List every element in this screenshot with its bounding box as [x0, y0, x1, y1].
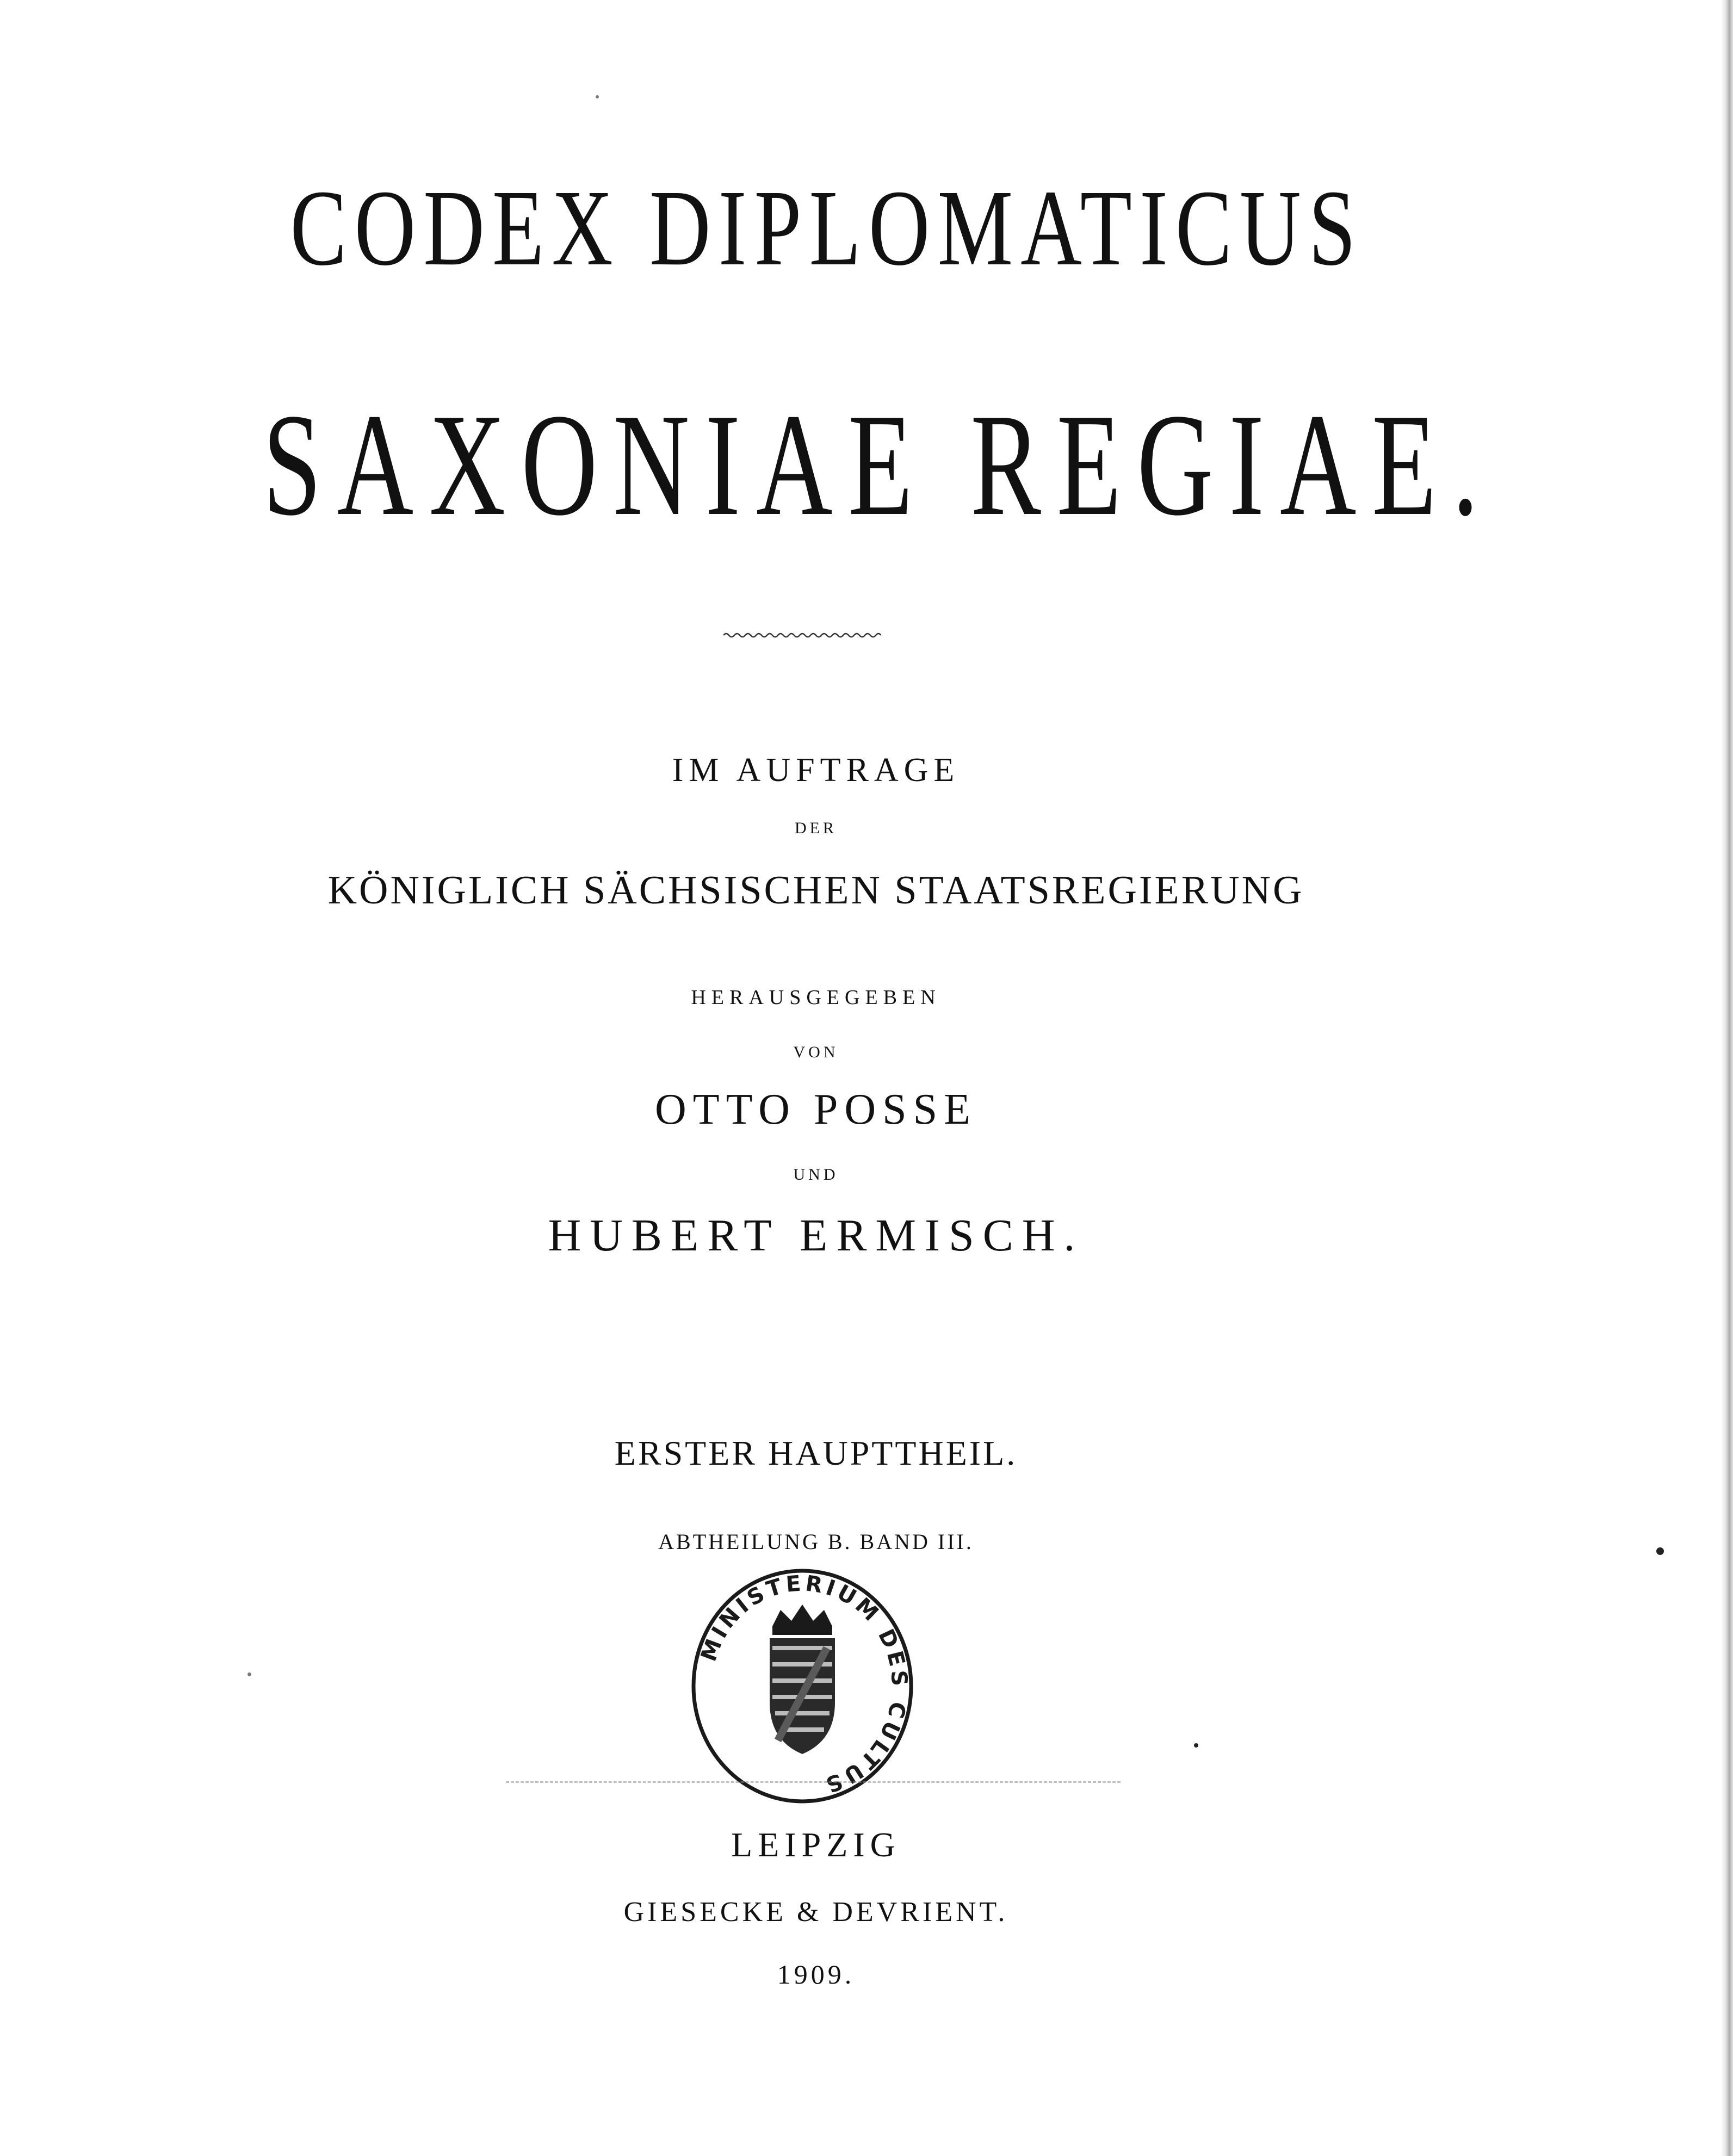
editors-by: VON	[793, 1043, 839, 1061]
scan-speck	[1656, 1547, 1664, 1555]
editors-and: UND	[793, 1166, 839, 1184]
editor-name-1: OTTO POSSE	[655, 1086, 977, 1133]
editors-intro: HERAUSGEGEBEN	[691, 986, 941, 1009]
dashed-separator	[506, 1781, 1121, 1783]
volume-part: ERSTER HAUPTTHEIL.	[614, 1434, 1018, 1472]
title-line-2: SAXONIAE REGIAE.	[262, 383, 1495, 546]
imprint-year: 1909.	[777, 1959, 855, 1990]
imprint-publisher: GIESECKE & DEVRIENT.	[623, 1897, 1008, 1928]
page-edge-shadow	[1721, 0, 1733, 2156]
title-line-1: CODEX DIPLOMATICUS	[290, 168, 1364, 288]
scan-speck	[1194, 1743, 1198, 1748]
editor-name-2: HUBERT ERMISCH.	[548, 1210, 1084, 1261]
commission-line-2: DER	[795, 819, 837, 837]
svg-text:MINISTERIUM DES CULTUS: MINISTERIUM DES CULTUS	[696, 1571, 912, 1798]
wavy-ornament-divider	[723, 630, 881, 641]
volume-section: ABTHEILUNG B. BAND III.	[658, 1529, 974, 1554]
scan-speck	[596, 95, 599, 98]
imprint-place: LEIPZIG	[731, 1825, 901, 1864]
library-stamp-seal	[683, 1566, 922, 1806]
coat-of-arms-icon	[770, 1604, 835, 1754]
commission-line-3: KÖNIGLICH SÄCHSISCHEN STAATSREGIERUNG	[327, 868, 1304, 913]
commission-line-1: IM AUFTRAGE	[672, 752, 960, 789]
scan-speck	[247, 1672, 251, 1676]
